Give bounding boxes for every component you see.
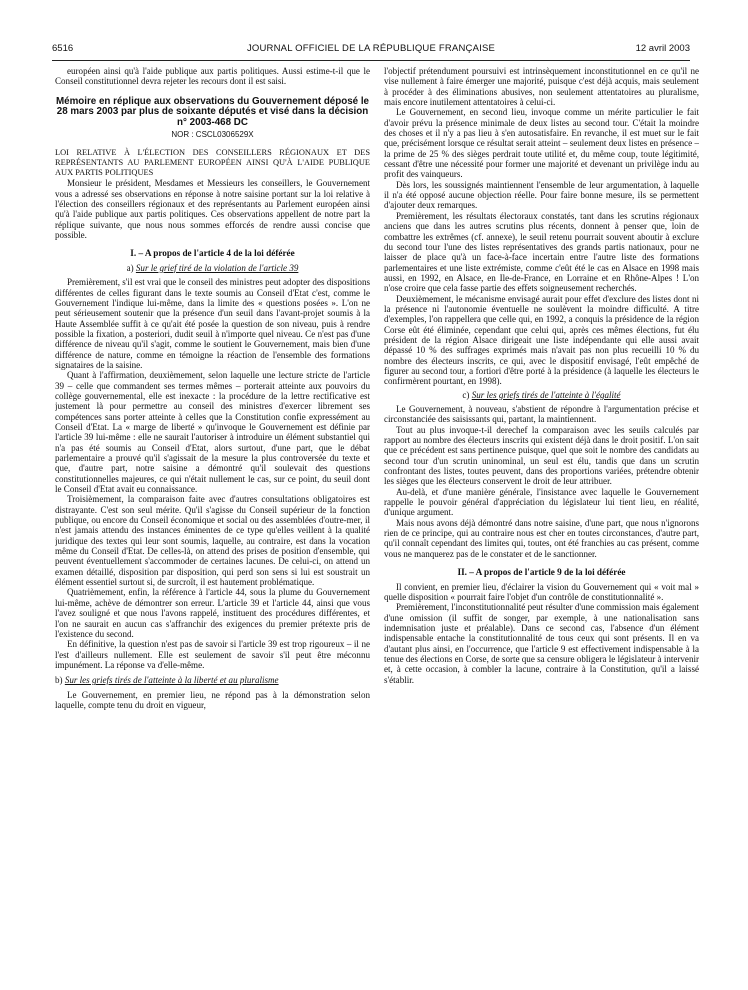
right-column [384,66,699,986]
law-title: LOI RELATIVE À L'ÉLECTION DES CONSEILLERS RÉGIONAUX ET DES REPRÉSENTANTS AU PARLEMENT EUROPÉEN AINSI QU'À L'AIDE PUBLIQUE AUX PARTIS POLITIQUES [55,148,370,178]
nor-reference: NOR : CSCL0306529X [171,130,254,140]
subheading-letter: b) [55,675,63,686]
paragraph: Mais nous avons déjà démontré dans notre saisine, d'une part, que nous n'ignorons rien de ce principe, qui au contraire nous est cher en toutes circonstances, d'autre part, qu'il connaît cependant des limites qui, toutes, ont été franchies au cas présent, comme vous ne manquerez pas de le constater et de le sanctionner. [384,517,699,559]
paragraph: Il convient, en premier lieu, d'éclairer la vision du Gouvernement qui « voit mal » quelle disposition « pourrait faire l'objet d'un contrôle de constitutionnalité ». [384,581,699,602]
paragraph: Tout au plus invoque-t-il derechef la comparaison avec les seuils calculés par rapport au nombre des électeurs inscrits qui existent déjà dans le droit positif. L'on sait que ce précédent est sans pertinence puisque, quel que soit le nombre des candidats au second tour d'un scrutin uninominal, un seul est élu, tandis que dans un scrutin confrontant des listes, toutes peuvent, dans des proportions variées, prétendre obtenir les sièges que les électeurs conservent le droit de leur attribuer. [384,424,699,487]
subheading-c [384,390,699,400]
paragraph: européen ainsi qu'à l'aide publique aux partis politiques. Aussi estime-t-il que le Conseil constitutionnel devra rejeter les recours dont il est saisi. [55,66,370,87]
subheading-a [55,263,370,273]
page-number: 6516 [52,43,74,54]
paragraph: Au-delà, et d'une manière générale, l'insistance avec laquelle le Gouvernement rappelle le pouvoir général d'appréciation du législateur lui tient lieu, en réalité, d'unique argument. [384,486,699,518]
section-heading-2: II. – A propos de l'article 9 de la loi déférée [457,567,626,578]
left-column [55,66,370,986]
subheading-text: Sur les griefs tirés de l'atteinte à la liberté et au pluralisme [64,675,279,686]
paragraph: Le Gouvernement, en premier lieu, ne répond pas à la démonstration selon laquelle, compte tenu du droit en vigueur, [55,689,370,710]
paragraph: Dès lors, les soussignés maintiennent l'ensemble de leur argumentation, à laquelle il n'a été opposé aucune objection réelle. Pour faire bonne mesure, ils se permettent d'ajouter deux remarques. [384,179,699,211]
subheading-letter: a) [126,262,134,273]
paragraph: Le Gouvernement, en second lieu, invoque comme un mérite particulier le fait d'avoir prévu la présence minimale de deux listes au second tour. C'était la moindre des choses et il n'y a pas lieu à s'en autosatisfaire. En revanche, il est muet sur le fait que, précisément lorsque ce résultat serait atteint – seulement deux listes en présence – la prime de 25 % des sièges perdrait toute utilité et, du même coup, toute légitimité, cessant d'être une nécessité pour former une majorité et devenant un privilège indu au profit des vainqueurs. [384,107,699,180]
subheading-text: Sur le grief tiré de la violation de l'article 39 [135,262,299,273]
section-heading-1: I. – A propos de l'article 4 de la loi déférée [130,248,295,259]
subheading-letter: c) [462,389,470,400]
paragraph: Monsieur le président, Mesdames et Messieurs les conseillers, le Gouvernement vous a adressé ses observations en réponse à notre saisine portant sur la loi relative à l'élection des conseillers régionaux et des représentants au Parlement européen ainsi qu'à l'aide publique aux partis politiques. Ces observations appellent de notre part la réplique suivante, que nous nous sommes efforcés de rendre aussi concise que possible. [55,178,370,241]
paragraph: Premièrement, s'il est vrai que le conseil des ministres peut adopter des dispositions différentes de celles figurant dans le texte soumis au Conseil d'Etat c'est, comme le Gouvernement l'indique lui-même, dans la limite des « questions posées ». L'on ne peut sérieusement soutenir que la présence d'un seuil dans l'avant-projet soumis à la Haute Assemblée suffit à ce qu'ait été posée la question de son niveau, puis à rendre possible la fixation, a posteriori, dudit seuil à n'importe quel niveau. Ce n'est pas d'une différence de niveau qu'il s'agit, comme le soutient le Gouvernement, mais bien d'une différence de nature, comme en témoigne la réaction de l'ensemble des formations signataires de la saisine. [55,277,370,370]
issue-date: 12 avril 2003 [635,43,690,54]
subheading-text: Sur les griefs tirés de l'atteinte à l'égalité [471,389,621,400]
journal-title: JOURNAL OFFICIEL DE LA RÉPUBLIQUE FRANÇAISE [246,43,496,54]
paragraph: l'objectif prétendument poursuivi est intrinsèquement inconstitutionnel en ce qu'il ne vise nullement à faire émerger une majorité, puisque c'est déjà acquis, mais seulement à procéder à des éliminations abusives, non seulement attentatoires au pluralisme, mais encore inutilement attentatoires à celui-ci. [384,66,699,108]
paragraph: Deuxièmement, le mécanisme envisagé aurait pour effet d'exclure des listes dont ni la présence ni l'autonomie éventuelle ne soulèvent la moindre difficulté. A titre d'exemples, l'on rappellera que celle qui, en 1992, a conquis la présidence de la région Corse eût été éliminée, cependant que celui qui, après ces mêmes élections, fut élu président de la région Alsace dirigeait une liste indépendante qui elle aussi avait dépassé 10 % des suffrages exprimés mais n'avait pas non plus recueilli 10 % du nombre des électeurs inscrits, ce qui, avec le dispositif envisagé, l'eût empêché de figurer au second tour, a fortiori d'être porté à la présidence (à laquelle les électeurs le confirmèrent pourtant, en 1998). [384,293,699,387]
header-rule [52,60,690,61]
paragraph: Quant à l'affirmation, deuxièmement, selon laquelle une lecture stricte de l'article 39 – celle que commandent ses termes mêmes – porterait atteinte aux pouvoirs du collège gouvernemental, elle est inexacte : la procédure de la lettre rectificative est justement là pour permettre au conseil des ministres d'exercer librement ses compétences sans porter atteinte à celles que la Constitution confie expressément au Conseil d'Etat. La « marge de liberté » qu'invoque le Gouvernement est définie par l'article 39 lui-même : elle ne saurait l'autoriser à introduire un élément substantiel qui n'a pas été soumis au Conseil d'Etat, alors surtout, d'une part, que le débat parlementaire a prouvé qu'il s'agissait de la mesure la plus controversée du texte et que, d'autre part, notre saisine a démontré qu'il soulevait des questions constitutionnelles majeures, ce qui n'était nullement le cas, sur ce point, du seuil dont le Conseil d'Etat avait eu connaissance. [55,370,370,495]
memoire-title: Mémoire en réplique aux observations du Gouvernement déposé le 28 mars 2003 par plus de soixante députés et visé dans la décision n° 2003-468 DC [55,95,370,129]
page-header [52,43,690,57]
paragraph: En définitive, la question n'est pas de savoir si l'article 39 est trop rigoureux – il ne l'est d'ailleurs nullement. Elle est seulement de savoir s'il peut être méconnu impunément. La réponse va d'elle-même. [55,639,370,670]
paragraph: Premièrement, les résultats électoraux constatés, tant dans les scrutins régionaux anciens que dans les autres scrutins plus récents, donnent à penser que, loin de combattre les extrêmes (cf. annexe), le seuil retenu pourrait souvent aboutir à exclure du second tour l'une des listes représentatives des grands partis nationaux, pour ne laisser de place qu'à un face-à-face incertain entre l'autre liste des formations parlementaires et une liste extrémiste, comme c'eût été le cas en Alsace en 1998 mais aussi, en 1992, en Alsace, en Ile-de-France, en Lorraine et en Rhône-Alpes ! L'on n'ose croire que cela fasse partie des effets soigneusement recherchés. [384,210,699,294]
paragraph: Troisièmement, la comparaison faite avec d'autres consultations obligatoires est distrayante. C'est son seul mérite. Qu'il s'agisse du Conseil supérieur de la fonction publique, ou encore du Conseil économique et social ou des assemblées d'outre-mer, il n'est jamais attendu des instances éminentes de ce type qu'elles veillent à la qualité juridique des textes qui leur sont soumis, laquelle, au contraire, est dans la vocation même du Conseil d'Etat. De celles-là, on attend des prises de position d'ensemble, qui peuvent éventuellement s'accommoder de certaines lacunes. De celui-ci, on attend un examen détaillé, disposition par disposition, qui perd son sens si lui est soustrait un élément essentiel surtout si, de surcroît, il est hautement problématique. [55,494,370,588]
paragraph: Le Gouvernement, à nouveau, s'abstient de répondre à l'argumentation précise et circonstanciée des saisissants qui, partant, la maintiennent. [384,404,699,425]
subheading-b [55,675,370,685]
paragraph: Quatrièmement, enfin, la référence à l'article 44, sous la plume du Gouvernement lui-même, achève de démontrer son erreur. L'article 39 et l'article 44, ainsi que vous l'avez souligné et que nous l'avons rappelé, instituent des procédures différentes, et l'on ne saurait en aucun cas s'affranchir des exigences du premier prétexte pris de l'existence du second. [55,587,370,639]
paragraph: Premièrement, l'inconstitutionnalité peut résulter d'une commission mais également d'une omission (il suffit de songer, par exemple, à une nationalisation sans indemnisation juste et préalable). Dans ce second cas, l'absence d'un élément indispensable entache la constitutionnalité de tous ceux qui sont présents. Il en va d'autant plus ainsi, en l'occurrence, que l'article 9 est effectivement indispensable à la tenue des élections en Corse, de sorte que sa censure obligera le législateur à intervenir et, à cette occasion, à combler la lacune, contraire à la Constitution, qu'il a laissé s'établir. [384,602,699,685]
